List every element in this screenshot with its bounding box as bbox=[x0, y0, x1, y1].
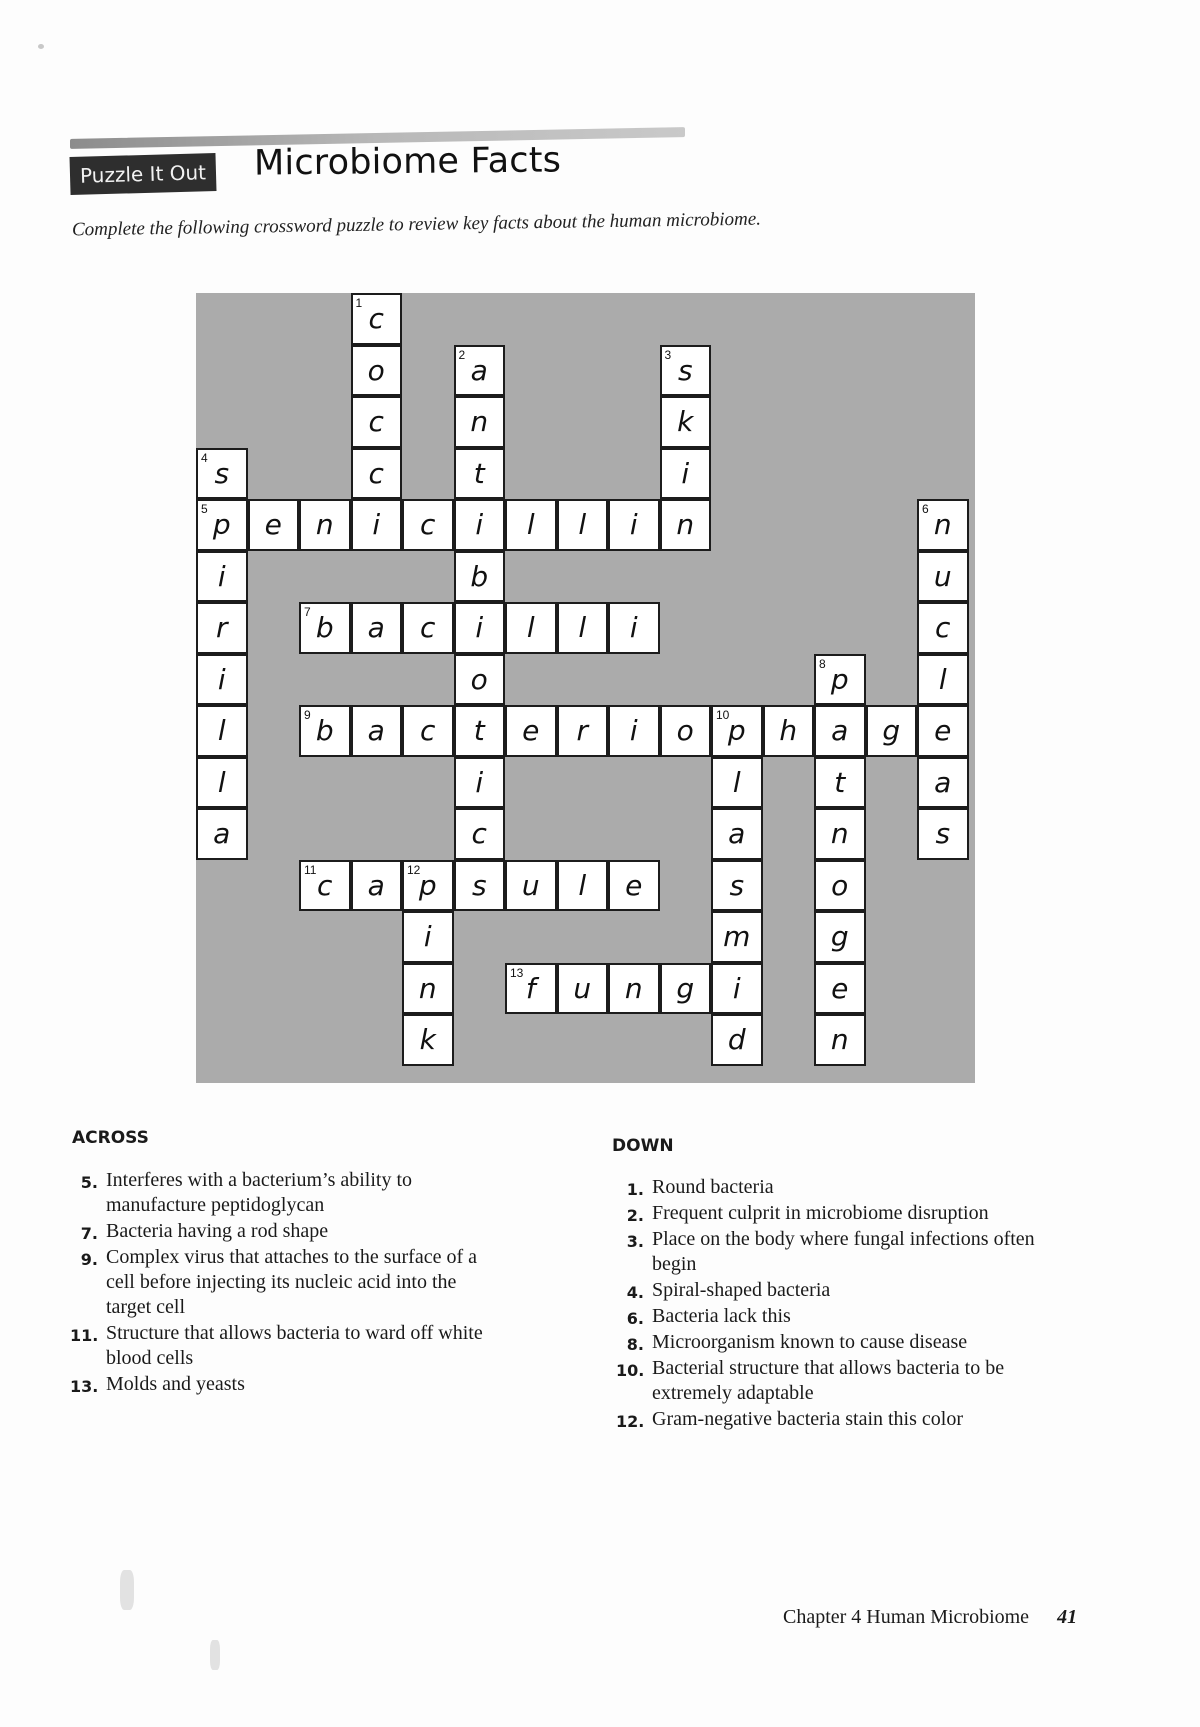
handwritten-letter: g bbox=[882, 714, 901, 748]
crossword-cell[interactable] bbox=[351, 448, 403, 500]
handwritten-letter: l bbox=[938, 662, 947, 696]
crossword-cell[interactable] bbox=[454, 705, 506, 757]
crossword-cell[interactable] bbox=[248, 499, 300, 551]
crossword-cell[interactable] bbox=[196, 448, 248, 500]
handwritten-letter: a bbox=[934, 765, 952, 799]
handwritten-letter: c bbox=[368, 456, 384, 490]
section-badge: Puzzle It Out bbox=[69, 153, 216, 195]
crossword-cell[interactable] bbox=[402, 963, 454, 1015]
handwritten-letter: i bbox=[423, 920, 432, 954]
page-number: 41 bbox=[1057, 1606, 1078, 1628]
clue-number: 6. bbox=[626, 1309, 644, 1328]
crossword-cell[interactable] bbox=[917, 551, 969, 603]
handwritten-letter: t bbox=[834, 765, 846, 799]
handwritten-letter: a bbox=[470, 353, 488, 387]
crossword-cell[interactable] bbox=[454, 396, 506, 448]
crossword-cell[interactable] bbox=[711, 963, 763, 1015]
crossword-cell[interactable] bbox=[660, 499, 712, 551]
handwritten-letter: a bbox=[213, 817, 231, 851]
chapter-label: Chapter 4 Human Microbiome bbox=[783, 1606, 1030, 1628]
crossword-cell[interactable] bbox=[299, 602, 351, 654]
handwritten-letter: u bbox=[573, 971, 592, 1005]
crossword-cell[interactable] bbox=[917, 602, 969, 654]
clue-text: Molds and yeasts bbox=[106, 1373, 245, 1395]
crossword-cell[interactable] bbox=[299, 705, 351, 757]
clue-text: Frequent culprit in microbiome disruption bbox=[652, 1202, 989, 1224]
crossword-cell[interactable] bbox=[196, 757, 248, 809]
crossword-cell[interactable] bbox=[660, 396, 712, 448]
handwritten-letter: a bbox=[367, 611, 385, 645]
handwritten-letter: t bbox=[473, 714, 485, 748]
page-title: Microbiome Facts bbox=[253, 140, 562, 184]
clue-text: begin bbox=[652, 1253, 697, 1275]
clue-number: 3. bbox=[626, 1232, 644, 1251]
crossword-cell[interactable] bbox=[454, 860, 506, 912]
clue-number: 6 bbox=[922, 502, 929, 516]
crossword-cell[interactable] bbox=[402, 911, 454, 963]
clue-number: 4. bbox=[626, 1283, 644, 1302]
handwritten-letter: c bbox=[420, 714, 436, 748]
clue-number: 2. bbox=[626, 1206, 644, 1225]
handwritten-letter: g bbox=[830, 920, 849, 954]
crossword-cell[interactable] bbox=[196, 602, 248, 654]
clue-number: 13. bbox=[70, 1377, 99, 1396]
clue-item bbox=[626, 1330, 968, 1355]
clue-text: extremely adaptable bbox=[652, 1382, 814, 1404]
handwritten-letter: c bbox=[935, 611, 951, 645]
crossword-cell[interactable] bbox=[608, 705, 660, 757]
handwritten-letter: n bbox=[830, 1023, 849, 1057]
crossword-cell[interactable] bbox=[660, 705, 712, 757]
handwritten-letter: e bbox=[264, 508, 282, 542]
crossword-cell[interactable] bbox=[814, 654, 866, 706]
crossword-cell[interactable] bbox=[814, 911, 866, 963]
clue-item bbox=[626, 1227, 1035, 1277]
clue-number: 12. bbox=[616, 1412, 645, 1431]
crossword-cell[interactable] bbox=[660, 448, 712, 500]
clue-item bbox=[80, 1168, 413, 1218]
clue-number: 3 bbox=[664, 347, 672, 362]
handwritten-letter: i bbox=[217, 559, 226, 593]
handwritten-letter: n bbox=[676, 508, 695, 542]
handwritten-letter: e bbox=[522, 714, 540, 748]
crossword-cell[interactable] bbox=[454, 551, 506, 603]
crossword-cell[interactable] bbox=[557, 963, 609, 1015]
instructions: Complete the following crossword puzzle to review key facts about the human microbiome. bbox=[71, 208, 762, 241]
clue-number: 9 bbox=[304, 708, 311, 722]
handwritten-letter: p bbox=[212, 508, 231, 542]
clue-item bbox=[626, 1175, 774, 1200]
handwritten-letter: i bbox=[681, 456, 690, 490]
crossword-cell[interactable] bbox=[299, 499, 351, 551]
handwritten-letter: i bbox=[629, 508, 638, 542]
crossword-cell[interactable] bbox=[351, 396, 403, 448]
crossword-cell[interactable] bbox=[814, 1014, 866, 1066]
handwritten-letter: l bbox=[526, 508, 535, 542]
handwritten-letter: o bbox=[676, 714, 694, 748]
handwritten-letter: n bbox=[418, 971, 437, 1005]
clue-number: 2 bbox=[458, 347, 466, 362]
handwritten-letter: b bbox=[315, 611, 334, 645]
handwritten-letter: e bbox=[831, 971, 849, 1005]
clue-number: 7. bbox=[80, 1224, 98, 1243]
clue-number: 10 bbox=[716, 708, 730, 722]
clue-text: Spiral-shaped bacteria bbox=[652, 1279, 831, 1301]
handwritten-letter: m bbox=[723, 920, 751, 954]
crossword-cell[interactable] bbox=[454, 602, 506, 654]
handwritten-letter: s bbox=[935, 817, 951, 851]
crossword-cell[interactable] bbox=[866, 705, 918, 757]
clue-text: Bacteria having a rod shape bbox=[106, 1220, 329, 1242]
clue-number: 7 bbox=[304, 605, 311, 619]
clue-text: Place on the body where fungal infections often bbox=[652, 1228, 1035, 1250]
crossword-cell[interactable] bbox=[351, 345, 403, 397]
clue-number: 9. bbox=[80, 1250, 98, 1269]
clue-number: 13 bbox=[510, 965, 524, 980]
handwritten-letter: i bbox=[629, 611, 638, 645]
handwritten-letter: o bbox=[831, 868, 849, 902]
scan-speck bbox=[120, 1570, 134, 1610]
clue-item bbox=[80, 1219, 329, 1244]
clue-text: Structure that allows bacteria to ward off white bbox=[106, 1322, 483, 1344]
handwritten-letter: o bbox=[367, 353, 385, 387]
handwritten-letter: p bbox=[830, 662, 849, 696]
clue-text: Round bacteria bbox=[652, 1176, 774, 1198]
handwritten-letter: s bbox=[729, 868, 745, 902]
handwritten-letter: e bbox=[625, 868, 643, 902]
crossword-cell[interactable] bbox=[711, 705, 763, 757]
handwritten-letter: l bbox=[217, 765, 226, 799]
handwritten-letter: h bbox=[779, 714, 798, 748]
handwritten-letter: p bbox=[727, 714, 746, 748]
clue-item bbox=[70, 1321, 483, 1371]
handwritten-letter: u bbox=[933, 559, 952, 593]
clue-text: Complex virus that attaches to the surface of a bbox=[106, 1246, 477, 1268]
crossword-cell[interactable] bbox=[196, 808, 248, 860]
clue-number: 1 bbox=[355, 296, 363, 310]
crossword-cell[interactable] bbox=[711, 808, 763, 860]
handwritten-letter: s bbox=[471, 868, 487, 902]
crossword-cell[interactable] bbox=[402, 1014, 454, 1066]
clue-number: 11. bbox=[70, 1326, 99, 1345]
handwritten-letter: l bbox=[578, 611, 587, 645]
handwritten-letter: l bbox=[578, 508, 587, 542]
crossword-cell[interactable] bbox=[402, 705, 454, 757]
crossword-cell[interactable] bbox=[454, 654, 506, 706]
crossword-cell[interactable] bbox=[505, 499, 557, 551]
handwritten-letter: c bbox=[368, 405, 384, 439]
clue-number: 8. bbox=[626, 1335, 644, 1354]
handwritten-letter: a bbox=[831, 714, 849, 748]
crossword-cell[interactable] bbox=[917, 654, 969, 706]
handwritten-letter: i bbox=[629, 714, 638, 748]
crossword-cell[interactable] bbox=[505, 602, 557, 654]
handwritten-letter: u bbox=[521, 868, 540, 902]
clue-text: Microorganism known to cause disease bbox=[652, 1331, 968, 1353]
crossword-cell[interactable] bbox=[557, 705, 609, 757]
crossword-cell[interactable] bbox=[917, 808, 969, 860]
crossword-cell[interactable] bbox=[351, 860, 403, 912]
crossword-cell[interactable] bbox=[814, 705, 866, 757]
clue-number: 5 bbox=[201, 502, 208, 516]
clue-item bbox=[616, 1407, 963, 1432]
crossword-cell[interactable] bbox=[505, 705, 557, 757]
crossword-cell[interactable] bbox=[763, 705, 815, 757]
clue-item bbox=[626, 1278, 831, 1303]
clue-text: Gram-negative bacteria stain this color bbox=[652, 1408, 963, 1430]
crossword-cell[interactable] bbox=[814, 757, 866, 809]
page-footer bbox=[783, 1606, 1077, 1629]
handwritten-letter: k bbox=[677, 405, 694, 439]
handwritten-letter: b bbox=[470, 559, 489, 593]
clue-number: 5. bbox=[80, 1173, 98, 1192]
crossword-cell[interactable] bbox=[196, 654, 248, 706]
clue-number: 10. bbox=[616, 1361, 645, 1380]
crossword-cell[interactable] bbox=[351, 293, 403, 345]
down-heading: DOWN bbox=[612, 1136, 674, 1156]
clue-number: 1. bbox=[626, 1180, 644, 1199]
scan-speck bbox=[210, 1640, 220, 1670]
handwritten-letter: n bbox=[933, 508, 952, 542]
handwritten-letter: i bbox=[475, 765, 484, 799]
clue-number: 8 bbox=[819, 656, 826, 671]
crossword-cell[interactable] bbox=[660, 345, 712, 397]
handwritten-letter: n bbox=[470, 405, 489, 439]
crossword-cell[interactable] bbox=[711, 757, 763, 809]
handwritten-letter: r bbox=[576, 714, 588, 748]
clue-number: 11 bbox=[304, 862, 317, 877]
handwritten-letter: f bbox=[525, 971, 536, 1005]
crossword-cell[interactable] bbox=[454, 499, 506, 551]
crossword-cell[interactable] bbox=[814, 860, 866, 912]
handwritten-letter: p bbox=[418, 868, 437, 902]
crossword-cell[interactable] bbox=[608, 602, 660, 654]
clue-text: manufacture peptidoglycan bbox=[106, 1194, 325, 1216]
crossword-cell[interactable] bbox=[351, 499, 403, 551]
handwritten-letter: n bbox=[830, 817, 849, 851]
crossword-cell[interactable] bbox=[711, 1014, 763, 1066]
handwritten-letter: i bbox=[372, 508, 381, 542]
handwritten-letter: d bbox=[727, 1023, 746, 1057]
handwritten-letter: b bbox=[315, 714, 334, 748]
crossword-cell[interactable] bbox=[402, 499, 454, 551]
handwritten-letter: l bbox=[217, 714, 226, 748]
clue-number: 12 bbox=[407, 862, 421, 877]
handwritten-letter: s bbox=[214, 456, 230, 490]
clue-number: 4 bbox=[201, 450, 208, 465]
handwritten-letter: i bbox=[732, 971, 741, 1005]
handwritten-letter: n bbox=[624, 971, 643, 1005]
handwritten-letter: a bbox=[367, 714, 385, 748]
crossword-cell[interactable] bbox=[711, 911, 763, 963]
crossword-cell[interactable] bbox=[351, 705, 403, 757]
handwritten-letter: l bbox=[526, 611, 535, 645]
clue-text: Bacterial structure that allows bacteria to be bbox=[652, 1357, 1005, 1379]
handwritten-letter: i bbox=[475, 611, 484, 645]
crossword-cell[interactable] bbox=[454, 448, 506, 500]
crossword-cell[interactable] bbox=[660, 963, 712, 1015]
handwritten-letter: k bbox=[419, 1023, 436, 1057]
crossword-cell[interactable] bbox=[557, 860, 609, 912]
clue-item bbox=[80, 1245, 477, 1320]
handwritten-letter: i bbox=[217, 662, 226, 696]
crossword-cell[interactable] bbox=[454, 808, 506, 860]
crossword-cell[interactable] bbox=[608, 499, 660, 551]
handwritten-letter: t bbox=[473, 456, 485, 490]
handwritten-letter: c bbox=[471, 817, 487, 851]
clue-text: target cell bbox=[106, 1296, 186, 1318]
handwritten-letter: g bbox=[676, 971, 695, 1005]
clue-text: cell before injecting its nucleic acid into the bbox=[106, 1271, 457, 1293]
crossword-cell[interactable] bbox=[351, 602, 403, 654]
clue-text: Interferes with a bacterium’s ability to bbox=[106, 1169, 413, 1191]
crossword-cell[interactable] bbox=[402, 602, 454, 654]
crossword-cell[interactable] bbox=[814, 808, 866, 860]
crossword-cell[interactable] bbox=[608, 860, 660, 912]
crossword-cell[interactable] bbox=[505, 963, 557, 1015]
crossword-cell[interactable] bbox=[917, 705, 969, 757]
handwritten-letter: c bbox=[420, 611, 436, 645]
handwritten-letter: a bbox=[367, 868, 385, 902]
crossword-cell[interactable] bbox=[711, 860, 763, 912]
handwritten-letter: a bbox=[728, 817, 746, 851]
handwritten-letter: n bbox=[315, 508, 334, 542]
crossword-cell[interactable] bbox=[402, 860, 454, 912]
handwritten-letter: l bbox=[578, 868, 587, 902]
clue-text: Bacteria lack this bbox=[652, 1305, 791, 1327]
clue-item bbox=[616, 1356, 1005, 1406]
clue-item bbox=[70, 1372, 245, 1397]
clue-item bbox=[626, 1304, 791, 1329]
crossword-cell[interactable] bbox=[196, 551, 248, 603]
handwritten-letter: c bbox=[317, 868, 333, 902]
crossword-cell[interactable] bbox=[454, 757, 506, 809]
crossword-cell[interactable] bbox=[917, 757, 969, 809]
handwritten-letter: o bbox=[470, 662, 488, 696]
handwritten-letter: c bbox=[368, 302, 384, 336]
crossword-cell[interactable] bbox=[196, 499, 248, 551]
handwritten-letter: r bbox=[215, 611, 228, 645]
handwritten-letter: s bbox=[677, 353, 693, 387]
crossword-cell[interactable] bbox=[608, 963, 660, 1015]
crossword-cell[interactable] bbox=[917, 499, 969, 551]
crossword-cell[interactable] bbox=[454, 345, 506, 397]
crossword-cell[interactable] bbox=[299, 860, 351, 912]
clue-item bbox=[626, 1201, 989, 1226]
crossword-cell[interactable] bbox=[196, 705, 248, 757]
handwritten-letter: e bbox=[934, 714, 952, 748]
crossword-cell[interactable] bbox=[505, 860, 557, 912]
handwritten-letter: i bbox=[475, 508, 484, 542]
crossword-cell[interactable] bbox=[557, 499, 609, 551]
crossword-cell[interactable] bbox=[814, 963, 866, 1015]
crossword-cell[interactable] bbox=[557, 602, 609, 654]
handwritten-letter: l bbox=[732, 765, 741, 799]
clue-text: blood cells bbox=[106, 1347, 194, 1369]
scan-speck bbox=[38, 44, 44, 49]
across-heading: ACROSS bbox=[72, 1128, 149, 1148]
handwritten-letter: c bbox=[420, 508, 436, 542]
